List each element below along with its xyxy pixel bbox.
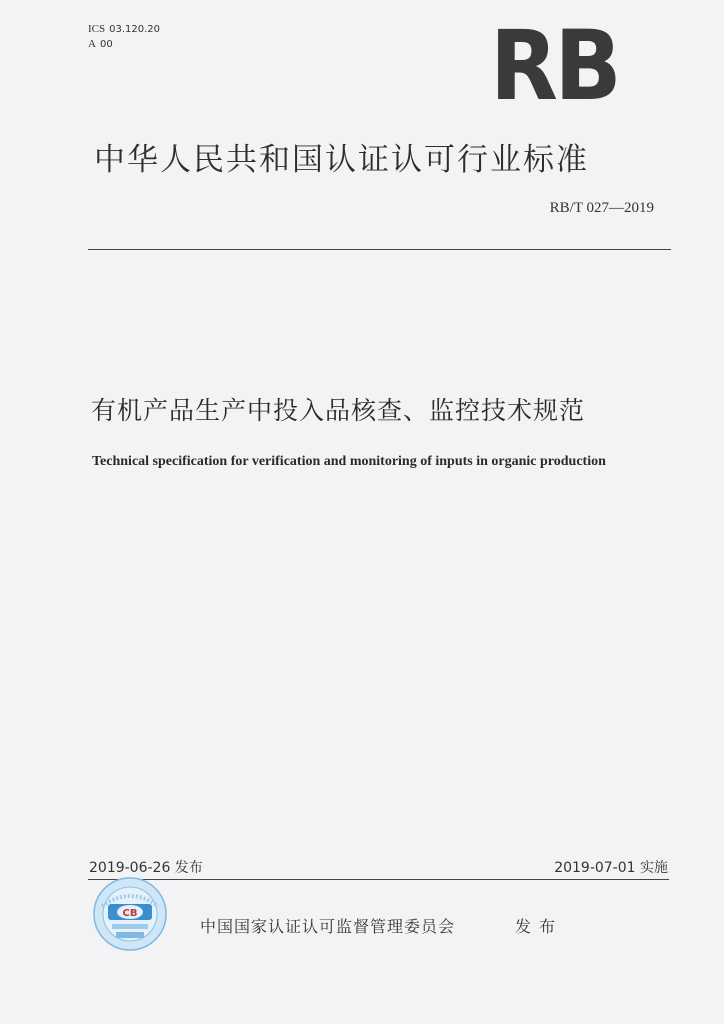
class-line <box>88 37 160 52</box>
svg-text:CB: CB <box>122 908 138 919</box>
classification-codes <box>88 22 160 52</box>
issue-date: 2019-06-26 发布 <box>89 860 203 876</box>
document-title-english: Technical specification for verification and monitoring of inputs in organic production <box>92 454 606 469</box>
ics-code: 03.120.20 <box>109 24 161 35</box>
ics-line <box>88 22 160 37</box>
issuing-authority: 中国国家认证认可监督管理委员会 <box>200 917 456 936</box>
implementation-date: 2019-07-01 实施 <box>554 860 668 876</box>
org-title: 中华人民共和国认证认可行业标准 <box>94 142 589 178</box>
ics-label: ICS <box>88 23 106 35</box>
issuing-action: 发布 <box>515 917 564 936</box>
document-title-chinese: 有机产品生产中投入品核查、监控技术规范 <box>91 396 586 425</box>
class-code: 00 <box>99 39 113 50</box>
standard-number: RB/T 027—2019 <box>549 200 654 216</box>
rb-standard-logo: RB <box>490 10 618 122</box>
top-divider <box>88 249 671 250</box>
bottom-divider <box>88 879 669 880</box>
issuer-seal-icon <box>92 876 168 952</box>
class-label: A <box>88 38 96 50</box>
